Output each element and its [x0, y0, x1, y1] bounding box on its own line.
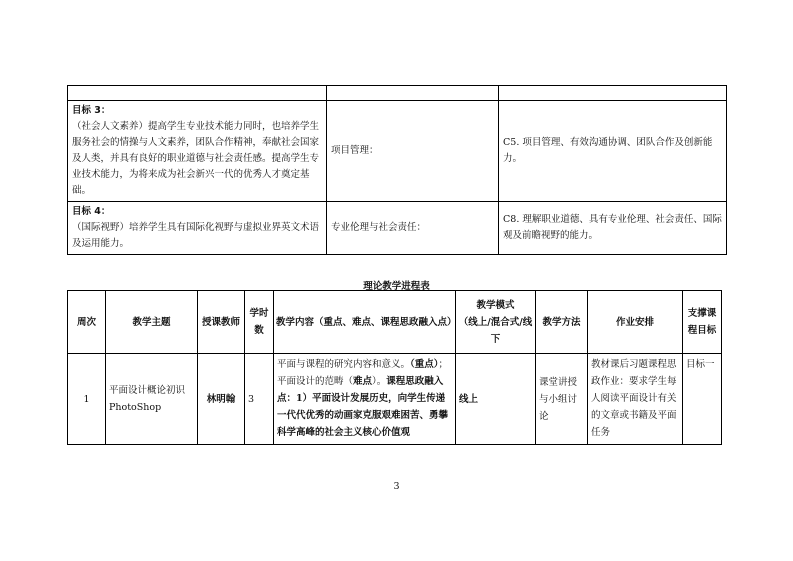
objective-body: （国际视野）培养学生具有国际化视野与虚拟业界英文术语及运用能力。	[72, 222, 320, 249]
objectives-table	[67, 85, 727, 255]
header-content: 教学内容（重点、难点、课程思政融入点）	[274, 291, 456, 354]
cell-goal: 目标一	[683, 354, 722, 445]
progress-table	[67, 290, 722, 445]
objectives-top-row	[68, 86, 727, 101]
header-mode	[456, 291, 536, 354]
indicator: C5. 项目管理、有效沟通协调、团队合作及创新能力。	[503, 137, 713, 164]
objective-row	[68, 101, 727, 202]
header-mode-line1: 教学模式	[476, 299, 515, 311]
cell-topic: 平面设计概论初识PhotoShop	[106, 354, 198, 445]
cell-method: 课堂讲授与小组讨论	[536, 354, 588, 445]
progress-table-title: 理论教学进程表	[363, 281, 430, 292]
indicator: C8. 理解职业道德、具有专业伦理、社会责任、国际观及前瞻视野的能力。	[503, 214, 722, 241]
content-text: ）。	[372, 376, 387, 387]
table-row	[68, 354, 722, 445]
course-item-cell	[327, 101, 499, 202]
content-politics-point: 课程思政融入点：1）平面设计发展历史，向学生传递一代代优秀的动画家克服艰难困苦、勇攀科学高峰的社会主义核心价值观	[277, 376, 449, 438]
content-text: 平面与课程的研究内容和意义。	[277, 359, 411, 370]
content-text: ；平面设计的范畴（	[277, 359, 449, 387]
header-method: 教学方法	[536, 291, 588, 354]
cell-content	[274, 354, 456, 445]
content-key-point: （重点）	[410, 359, 439, 370]
indicator-cell	[499, 101, 727, 202]
header-teacher: 授课教师	[198, 291, 245, 354]
header-mode-line2: （线上/混合式/线下	[458, 316, 533, 345]
cell-homework: 教材课后习题课程思政作业：要求学生每人阅读平面设计有关的文章或书籍及平面任务	[588, 354, 683, 445]
indicator-cell	[499, 202, 727, 255]
cell-mode: 线上	[456, 354, 536, 445]
header-topic: 教学主题	[106, 291, 198, 354]
objective-title: 目标 4：	[72, 206, 111, 217]
course-item: 专业伦理与社会责任：	[331, 222, 427, 233]
course-item: 项目管理：	[331, 145, 379, 156]
header-week: 周次	[68, 291, 106, 354]
objective-cell	[68, 202, 327, 255]
objective-body: （社会人文素养）提高学生专业技术能力同时，也培养学生服务社会的情操与人文素养，团队合作精神，奉献社会国家及人类，并具有良好的职业道德与社会责任感。提高学生专业技术能力，为将来成为社会新兴一代的优秀人才奠定基础。	[72, 121, 320, 196]
table-header-row	[68, 291, 722, 354]
cell-week: 1	[68, 354, 106, 445]
header-homework: 作业安排	[588, 291, 683, 354]
cell-hours: 3	[245, 354, 274, 445]
course-item-cell	[327, 202, 499, 255]
objective-title: 目标 3：	[72, 105, 111, 116]
header-hours: 学时数	[245, 291, 274, 354]
objective-row	[68, 202, 727, 255]
content-difficult-point: 难点	[353, 376, 373, 387]
page-number: 3	[393, 481, 400, 492]
header-goal: 支撑课程目标	[683, 291, 722, 354]
cell-teacher: 林明翰	[198, 354, 245, 445]
objective-cell	[68, 101, 327, 202]
